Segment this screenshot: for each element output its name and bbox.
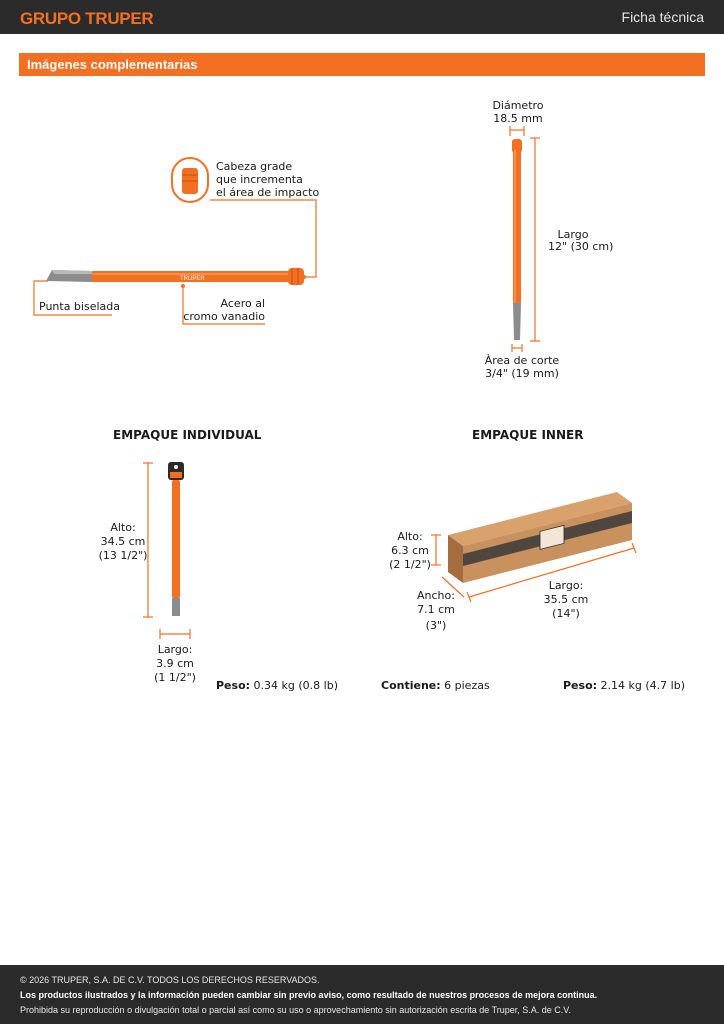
steel-callout-line1: Acero al	[220, 297, 265, 310]
inner-weight-value: 2.14 kg (4.7 lb)	[600, 679, 685, 692]
cut-area-value-row	[472, 367, 572, 380]
individual-dimension-lines	[143, 463, 190, 639]
section-title: Imágenes complementarias	[27, 57, 198, 72]
individual-weight-value: 0.34 kg (0.8 lb)	[253, 679, 338, 692]
length-value: 12"	[548, 240, 568, 253]
inner-package-heading: EMPAQUE INNER	[472, 428, 584, 442]
inner-contains-row	[381, 679, 490, 692]
inner-contains-value: 6 piezas	[444, 679, 490, 692]
individual-height-label: Alto:	[110, 521, 136, 534]
steel-callout-line2: cromo vanadio	[183, 310, 265, 323]
inner-box-image	[448, 492, 632, 583]
cut-area-label: Àrea de corte	[484, 354, 560, 367]
footer-notice: Los productos ilustrados y la información pueden cambiar sin previo aviso, como resultado de nuestros procesos de mejora continua.	[20, 990, 598, 1000]
head-callout-line2: que incrementa	[216, 173, 303, 186]
chisel-horizontal-image	[46, 268, 304, 285]
inner-length-label: Largo:	[548, 579, 584, 592]
inner-weight-row	[563, 679, 685, 692]
brand-logo: GRUPO TRUPER	[20, 9, 154, 28]
inner-length-value: 35.5 cm	[543, 593, 589, 606]
individual-length-alt: (1 1/2")	[154, 671, 196, 684]
individual-package-image	[168, 462, 184, 616]
individual-package-heading: EMPAQUE INDIVIDUAL	[113, 428, 262, 442]
inner-height-value: 6.3 cm	[391, 544, 429, 557]
tip-callout: Punta biselada	[39, 300, 120, 313]
inner-weight-label: Peso:	[563, 679, 598, 692]
footer-prohibition: Prohibida su reproducción o divulgación total o parcial así como su uso o aprovechamiento sin autorización escrita de Truper, S.A. de C.V.	[20, 1005, 571, 1015]
length-alt: (30 cm)	[570, 240, 614, 253]
cut-area-value: 3/4"	[485, 367, 508, 380]
inner-height-alt: (2 1/2")	[389, 558, 431, 571]
length-label: Largo	[557, 228, 589, 241]
diameter-value: 18.5 mm	[493, 112, 543, 125]
individual-height-alt: (13 1/2")	[98, 549, 148, 562]
individual-weight-label: Peso:	[216, 679, 251, 692]
individual-weight-row	[216, 679, 338, 692]
individual-height-value: 34.5 cm	[100, 535, 146, 548]
length-value-row	[548, 240, 613, 253]
inner-contains-label: Contiene:	[381, 679, 441, 692]
inner-height-label: Alto:	[397, 530, 423, 543]
individual-length-value: 3.9 cm	[156, 657, 194, 670]
inner-width-alt: (3")	[425, 619, 447, 632]
head-callout-line3: el área de impacto	[216, 186, 320, 199]
head-callout-line1: Cabeza grade	[216, 160, 293, 173]
individual-length-label: Largo:	[157, 643, 193, 656]
chisel-vertical-image	[512, 139, 522, 340]
inner-width-value: 7.1 cm	[417, 603, 455, 616]
head-detail-inset	[172, 158, 208, 202]
footer	[0, 965, 724, 1024]
inner-length-alt: (14")	[552, 607, 580, 620]
cut-area-alt: (19 mm)	[511, 367, 559, 380]
document-type: Ficha técnica	[621, 9, 704, 25]
inner-width-label: Ancho:	[417, 589, 455, 602]
shaft-brand: TRUPER	[180, 276, 205, 282]
diameter-label: Diámetro	[492, 99, 544, 112]
footer-copyright: © 2026 TRUPER, S.A. DE C.V. TODOS LOS DERECHOS RESERVADOS.	[20, 975, 320, 985]
